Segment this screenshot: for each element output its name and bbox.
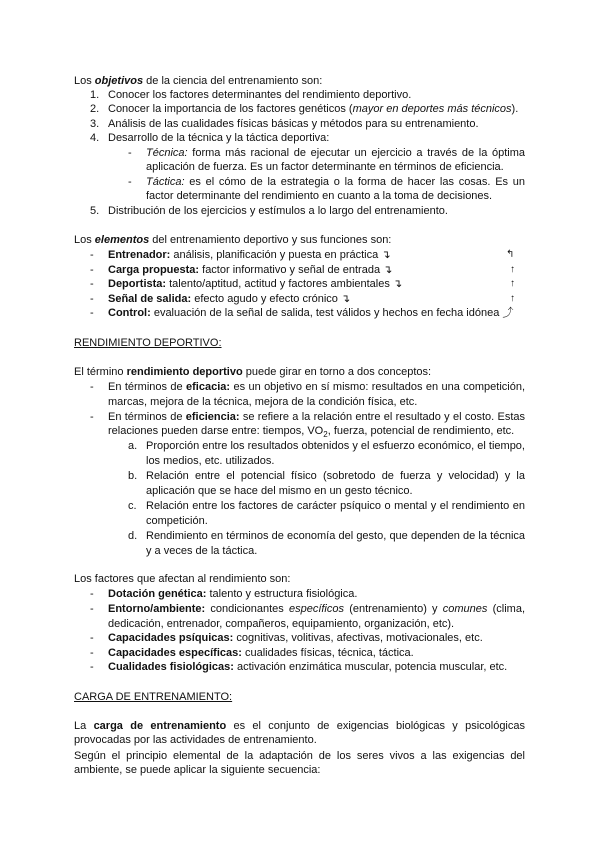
up-arrow-icon: ↑ xyxy=(510,293,515,304)
list-number: 1. xyxy=(90,89,100,101)
subitem-line2: y a veces de la táctica. xyxy=(146,545,258,557)
carga-paragraph2-line2: ambiente, se puede aplicar la siguiente secuencia: xyxy=(74,764,321,776)
list-item: Análisis de las cualidades físicas básicas y métodos para su entrenamiento. xyxy=(108,118,479,130)
flow-arrow-icon: ↴ xyxy=(392,278,403,290)
up-arrow-icon: ↑ xyxy=(510,278,515,289)
list-number: 2. xyxy=(90,103,100,115)
section-heading-rendimiento: RENDIMIENTO DEPORTIVO: xyxy=(74,337,222,349)
flow-arrow-icon: ↴ xyxy=(340,293,351,305)
subitem-line1: Relación entre el potencial físico (sobretodo de fuerza y velocidad) y la xyxy=(146,470,525,482)
list-item: Deportista: talento/aptitud, actitud y factores ambientales ↴ xyxy=(108,278,403,290)
dash-bullet: - xyxy=(90,647,94,659)
list-item: Capacidades específicas: cualidades físicas, técnica, táctica. xyxy=(108,647,414,659)
dash-bullet: - xyxy=(90,661,94,673)
subitem-line2: competición. xyxy=(146,515,208,527)
subitem-line2: los medios, etc. utilizados. xyxy=(146,455,275,467)
up-arrow-icon: ↑ xyxy=(510,264,515,275)
list-item: Entorno/ambiente: condicionantes específicos (entrenamiento) y comunes (clima, xyxy=(108,603,525,615)
list-letter: b. xyxy=(128,470,138,482)
list-item: Conocer la importancia de los factores genéticos (mayor en deportes más técnicos). xyxy=(108,103,519,115)
subitem-tactica-line2: factor determinante del rendimiento en cuanto a la toma de decisiones. xyxy=(146,190,493,202)
eficacia-line1: En términos de eficacia: es un objetivo en sí mismo: resultados en una competición, xyxy=(108,381,525,393)
dash-bullet: - xyxy=(90,249,94,261)
dash-bullet: - xyxy=(90,264,94,276)
dash-bullet: - xyxy=(90,307,94,319)
list-letter: c. xyxy=(128,500,137,512)
subitem-line1: Proporción entre los resultados obtenidos y el esfuerzo económico, el tiempo, xyxy=(146,440,525,452)
list-item: Dotación genética: talento y estructura fisiológica. xyxy=(108,588,358,600)
list-item: Capacidades psíquicas: cognitivas, volitivas, afectivas, motivacionales, etc. xyxy=(108,632,483,644)
list-number: 3. xyxy=(90,118,100,130)
subitem-line1: Relación entre los factores de carácter psíquico o mental y el rendimiento en xyxy=(146,500,525,512)
list-item: Distribución de los ejercicios y estímulos a lo largo del entrenamiento. xyxy=(108,205,448,217)
list-item: Carga propuesta: factor informativo y señal de entrada ↴ xyxy=(108,264,393,276)
list-item: Señal de salida: efecto agudo y efecto crónico ↴ xyxy=(108,293,351,305)
rendimiento-intro: El término rendimiento deportivo puede girar en torno a dos conceptos: xyxy=(74,366,432,378)
dash-bullet: - xyxy=(90,411,94,423)
subitem-tactica-line1: Táctica: es el cómo de la estrategia o la forma de hacer las cosas. Es un xyxy=(146,176,525,188)
subitem-line2: aplicación que se hace del mismo en un gesto técnico. xyxy=(146,485,413,497)
subitem-tecnica-line2: aplicación de fuerza. Es un factor determinante en términos de eficiencia. xyxy=(146,161,504,173)
eficacia-line2: marcas, mejora de la técnica, mejora de la condición física, etc. xyxy=(108,396,418,408)
list-number: 5. xyxy=(90,205,100,217)
list-item: Control: evaluación de la señal de salida, test válidos y hechos en fecha idónea ⤴ xyxy=(108,307,514,319)
dash-bullet: - xyxy=(90,293,94,305)
dash-bullet: - xyxy=(90,632,94,644)
list-item: Entrenador: análisis, planificación y puesta en práctica ↴ xyxy=(108,249,391,261)
factores-intro: Los factores que afectan al rendimiento son: xyxy=(74,573,291,585)
subitem-tecnica-line1: Técnica: forma más racional de ejecutar un ejercicio a través de la óptima xyxy=(146,147,526,159)
list-number: 4. xyxy=(90,132,100,144)
flow-arrow-icon: ↴ xyxy=(383,264,393,276)
subitem-line1: Rendimiento en términos de economía del gesto, que dependen de la técnica xyxy=(146,530,525,542)
dash-bullet: - xyxy=(128,147,132,159)
dash-bullet: - xyxy=(90,381,94,393)
carga-paragraph-line2: provocadas por las actividades de entrenamiento. xyxy=(74,734,317,746)
flow-arrow-icon: ↰ xyxy=(506,249,515,260)
eficiencia-line2: relaciones pueden darse entre: tiempos, $VO_2$, fuerza, potencial de rendimiento, etc. xyxy=(108,425,515,440)
flow-arrow-icon: ↴ xyxy=(381,249,391,261)
list-item: Desarrollo de la técnica y la táctica deportiva: xyxy=(108,132,330,144)
eficiencia-line1: En términos de eficiencia: se refiere a la relación entre el resultado y el costo. Estas xyxy=(108,411,525,423)
list-letter: a. xyxy=(128,440,138,452)
flow-arrow-icon: ⤴ xyxy=(502,307,514,319)
elementos-intro: Los elementos del entrenamiento deportivo y sus funciones son: xyxy=(74,234,392,246)
list-item: Cualidades fisiológicas: activación enzimática muscular, potencia muscular, etc. xyxy=(108,661,508,673)
list-letter: d. xyxy=(128,530,138,542)
dash-bullet: - xyxy=(128,176,132,188)
dash-bullet: - xyxy=(90,588,94,600)
list-item-line2: dedicación, entrenador, compañeros, equipamiento, organización, etc). xyxy=(108,618,455,630)
carga-paragraph2-line1: Según el principio elemental de la adaptación de los seres vivos a las exigencias del xyxy=(74,750,525,762)
objetivos-intro: Los objetivos de la ciencia del entrenamiento son: xyxy=(74,75,323,87)
carga-paragraph-line1: La carga de entrenamiento es el conjunto de exigencias biológicas y psicológicas xyxy=(74,720,525,732)
dash-bullet: - xyxy=(90,603,94,615)
list-item: Conocer los factores determinantes del rendimiento deportivo. xyxy=(108,89,412,101)
dash-bullet: - xyxy=(90,278,94,290)
section-heading-carga: CARGA DE ENTRENAMIENTO: xyxy=(74,691,233,703)
